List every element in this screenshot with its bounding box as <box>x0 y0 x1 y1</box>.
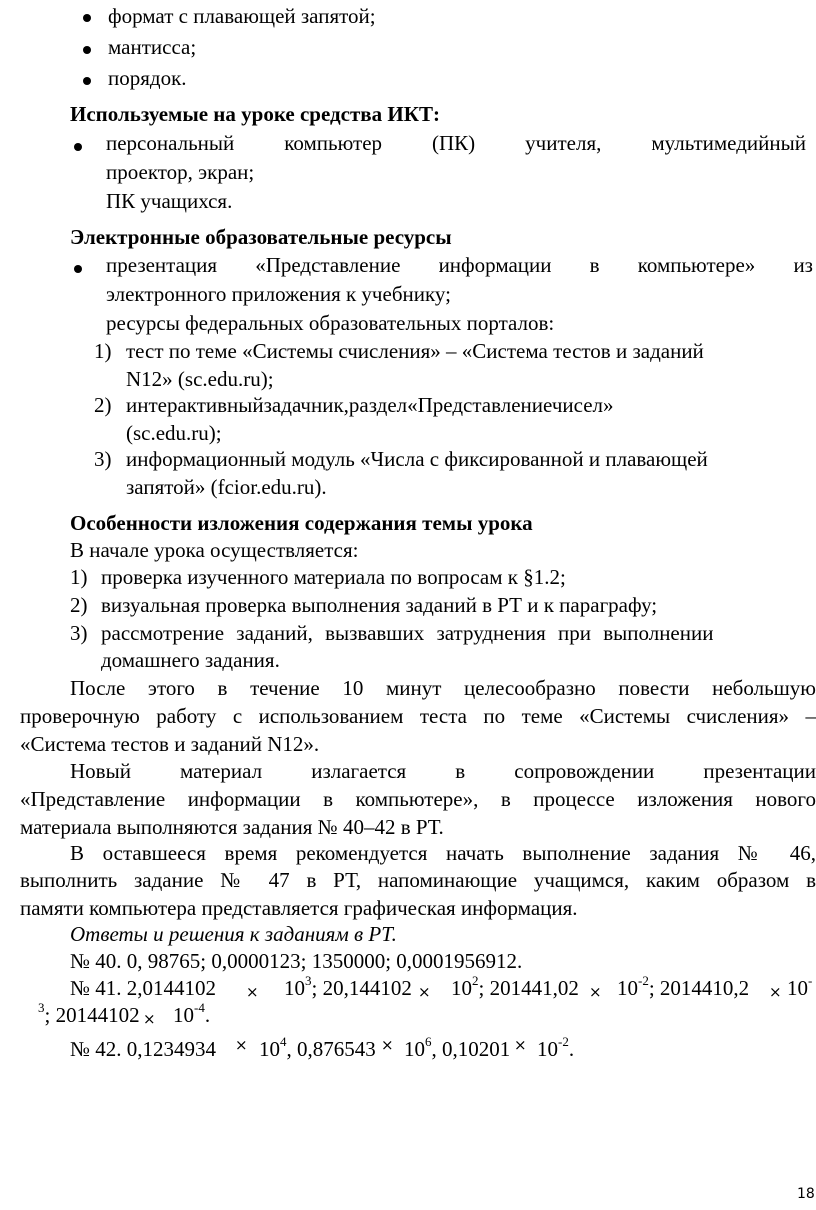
base: 10 <box>259 1037 280 1061</box>
bullet-icon <box>83 46 91 54</box>
bullet-icon <box>83 14 91 22</box>
list-item: формат с плавающей запятой; <box>108 4 376 28</box>
resource-item-line <box>106 252 813 278</box>
list-number: 2) <box>70 593 88 617</box>
multiply-icon: × <box>381 1036 394 1054</box>
paragraph-line: памяти компьютера представляется графическая информация. <box>20 896 578 920</box>
word: компьютере» <box>637 253 756 277</box>
answer-42-part: № 42. 0,1234934 <box>70 1037 217 1061</box>
multiply-icon: × <box>769 983 782 1001</box>
base: 10 <box>284 976 305 1000</box>
word: «Представление <box>255 253 401 277</box>
base: 10 <box>173 1003 194 1027</box>
exponent: -2 <box>558 1034 569 1049</box>
punctuation: . <box>568 1037 575 1061</box>
base: 10 <box>404 1037 425 1061</box>
answer-41-part <box>173 1002 210 1028</box>
answer-40: № 40. 0, 98765; 0,0000123; 1350000; 0,0001956912. <box>70 949 523 973</box>
ict-item-line <box>106 130 806 156</box>
list-item: порядок. <box>108 66 187 90</box>
bullet-icon <box>74 143 82 151</box>
ict-item: ПК учащихся. <box>106 189 233 213</box>
exponent: 2 <box>472 973 479 988</box>
paragraph-line: Новый материал излагается в сопровождении презентации <box>70 759 816 783</box>
bullet-icon <box>74 265 82 273</box>
word: информации <box>438 253 552 277</box>
mantissa: ; 2014410,2 <box>648 976 750 1000</box>
list-number: 2) <box>94 393 112 417</box>
exponent: -2 <box>638 973 649 988</box>
paragraph-line: материала выполняются задания № 40–42 в РТ. <box>20 815 444 839</box>
punctuation: . <box>204 1003 211 1027</box>
mantissa: , 0,876543 <box>286 1037 376 1061</box>
word: учителя, <box>525 131 602 155</box>
multiply-icon: × <box>246 983 259 1001</box>
exponent: - <box>808 973 813 988</box>
exponent: -4 <box>194 1000 205 1015</box>
answer-42-part <box>259 1036 376 1062</box>
word: компьютер <box>284 131 383 155</box>
paragraph-line: «Система тестов и заданий N12». <box>20 732 320 756</box>
multiply-icon: × <box>418 983 431 1001</box>
list-number: 1) <box>70 565 88 589</box>
answer-41-part <box>284 975 412 1001</box>
page-number: 18 <box>797 1186 815 1202</box>
answer-41-part: № 41. 2,0144102 <box>70 976 217 1000</box>
numbered-item-line: интерактивныйзадачник,раздел«Представлениечисел» <box>126 393 614 417</box>
mantissa: ; 201441,02 <box>478 976 579 1000</box>
bullet-icon <box>83 77 91 85</box>
numbered-item-line: визуальная проверка выполнения заданий в РТ и к параграфу; <box>101 593 658 617</box>
list-number: 1) <box>94 339 112 363</box>
word: в <box>589 253 600 277</box>
section-heading-features: Особенности изложения содержания темы урока <box>70 511 533 535</box>
exponent: 4 <box>280 1034 287 1049</box>
section-heading-resources: Электронные образовательные ресурсы <box>70 225 452 249</box>
word: презентация <box>106 253 218 277</box>
numbered-item-line: домашнего задания. <box>101 648 280 672</box>
section-heading-ict: Используемые на уроке средства ИКТ: <box>70 102 440 126</box>
numbered-item-line: запятой» (fcior.edu.ru). <box>126 475 327 499</box>
list-item: мантисса; <box>108 35 197 59</box>
paragraph-line: выполнить задание № 47 в РТ, напоминающие учащимся, каким образом в <box>20 868 816 892</box>
resource-item-line: электронного приложения к учебнику; <box>106 282 451 306</box>
base: 10 <box>787 976 808 1000</box>
base: 10 <box>451 976 472 1000</box>
exponent: 3 <box>305 973 312 988</box>
list-number: 3) <box>94 447 112 471</box>
paragraph-line: проверочную работу с использованием теста по теме «Системы счисления» – <box>20 704 816 728</box>
multiply-icon: × <box>143 1010 156 1028</box>
paragraph-line: В оставшееся время рекомендуется начать выполнение задания № 46, <box>70 841 816 865</box>
word: из <box>793 253 813 277</box>
ict-item-line: проектор, экран; <box>106 160 255 184</box>
base: 10 <box>537 1037 558 1061</box>
mantissa: ; 20,144102 <box>311 976 412 1000</box>
list-number: 3) <box>70 621 88 645</box>
answer-42-part <box>537 1036 574 1062</box>
exponent: 6 <box>425 1034 432 1049</box>
answer-41-part <box>787 975 812 1001</box>
mantissa: , 0,10201 <box>431 1037 511 1061</box>
base: 10 <box>617 976 638 1000</box>
word: (ПК) <box>432 131 476 155</box>
resource-item: ресурсы федеральных образовательных порталов: <box>106 311 555 335</box>
numbered-item-line: N12» (sc.edu.ru); <box>126 367 274 391</box>
answer-41-part <box>38 1002 140 1028</box>
answers-heading: Ответы и решения к заданиям в РТ. <box>70 922 397 946</box>
word: мультимедийный <box>651 131 806 155</box>
answer-41-part <box>451 975 579 1001</box>
multiply-icon: × <box>589 983 602 1001</box>
numbered-item-line: тест по теме «Системы счисления» – «Система тестов и заданий <box>126 339 704 363</box>
numbered-item-line: информационный модуль «Числа с фиксированной и плавающей <box>126 447 708 471</box>
answer-41-part <box>617 975 749 1001</box>
paragraph-line: «Представление информации в компьютере», в процессе изложения нового <box>20 787 816 811</box>
answer-42-part <box>404 1036 510 1062</box>
numbered-item-line: (sc.edu.ru); <box>126 421 222 445</box>
multiply-icon: × <box>235 1036 248 1054</box>
paragraph: В начале урока осуществляется: <box>70 538 359 562</box>
word: персональный <box>106 131 235 155</box>
multiply-icon: × <box>514 1036 527 1054</box>
numbered-item-line: рассмотрение заданий, вызвавших затруднения при выполнении <box>101 621 714 645</box>
numbered-item-line: проверка изученного материала по вопросам к §1.2; <box>101 565 566 589</box>
mantissa: ; 20144102 <box>44 1003 140 1027</box>
paragraph-line: После этого в течение 10 минут целесообразно повести небольшую <box>70 676 816 700</box>
exponent: 3 <box>38 1000 45 1015</box>
